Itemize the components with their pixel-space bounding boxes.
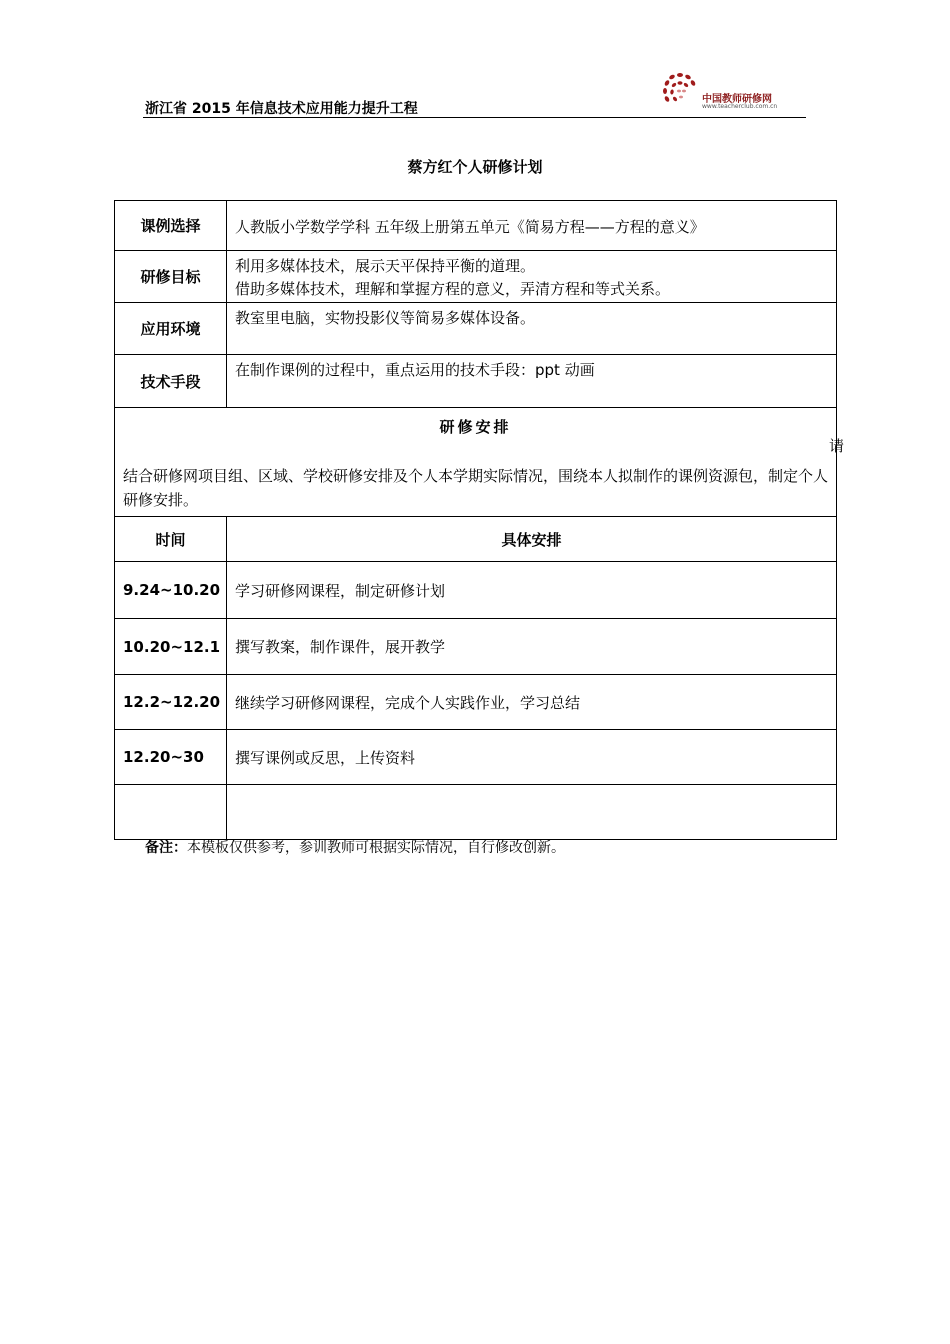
study-goal-line-1: 利用多媒体技术，展示天平保持平衡的道理。 xyxy=(235,257,536,275)
schedule-time: 10.20~12.1 xyxy=(115,619,227,675)
teacherclub-logo xyxy=(658,70,808,114)
case-choice-value: 人教版小学数学学科 五年级上册第五单元《简易方程——方程的意义》 xyxy=(227,201,837,251)
footnote-label: 备注： xyxy=(145,840,187,856)
schedule-plan xyxy=(227,785,837,840)
schedule-time xyxy=(115,785,227,840)
header-project-title: 浙江省 2015 年信息技术应用能力提升工程 xyxy=(145,101,418,117)
environment-value: 教室里电脑，实物投影仪等简易多媒体设备。 xyxy=(227,303,837,355)
schedule-plan: 继续学习研修网课程，完成个人实践作业，学习总结 xyxy=(227,675,837,730)
schedule-plan: 学习研修网课程，制定研修计划 xyxy=(227,562,837,619)
schedule-row xyxy=(115,730,837,785)
environment-label: 应用环境 xyxy=(115,303,227,355)
schedule-time: 9.24~10.20 xyxy=(115,562,227,619)
header-divider xyxy=(143,117,806,118)
footnote xyxy=(145,837,565,857)
col-time-header: 时间 xyxy=(115,517,227,562)
logo-url: www.teacherclub.com.cn xyxy=(702,103,778,110)
schedule-time: 12.2~12.20 xyxy=(115,675,227,730)
schedule-row-empty xyxy=(115,785,837,840)
schedule-plan: 撰写课例或反思，上传资料 xyxy=(227,730,837,785)
schedule-plan: 撰写教案，制作课件，展开教学 xyxy=(227,619,837,675)
col-plan-header: 具体安排 xyxy=(227,517,837,562)
schedule-row xyxy=(115,562,837,619)
info-row-environment xyxy=(115,303,837,355)
logo-flower-icon xyxy=(658,70,702,110)
study-goal-value xyxy=(227,251,837,303)
schedule-row xyxy=(115,619,837,675)
logo-brand-name: 中国教师研修网 xyxy=(702,94,772,105)
study-goal-line-2: 借助多媒体技术，理解和掌握方程的意义，弄清方程和等式关系。 xyxy=(235,280,671,298)
schedule-column-header-row xyxy=(115,517,837,562)
info-row-case xyxy=(115,201,837,251)
schedule-row xyxy=(115,675,837,730)
study-plan-table xyxy=(114,200,837,840)
footnote-text: 本模板仅供参考，参训教师可根据实际情况，自行修改创新。 xyxy=(187,840,565,856)
page-title: 蔡方红个人研修计划 xyxy=(407,158,543,176)
info-row-technique xyxy=(115,355,837,408)
schedule-heading-row xyxy=(115,408,837,517)
schedule-time: 12.20~30 xyxy=(115,730,227,785)
schedule-heading: 研修安排 xyxy=(439,418,512,436)
schedule-qing-char: 请 xyxy=(829,437,845,455)
schedule-intro: 结合研修网项目组、区域、学校研修安排及个人本学期实际情况，围绕本人拟制作的课例资源包，制定个人研修安排。 xyxy=(123,467,829,509)
case-choice-label: 课例选择 xyxy=(115,201,227,251)
technique-label: 技术手段 xyxy=(115,355,227,408)
info-row-goal xyxy=(115,251,837,303)
technique-value: 在制作课例的过程中，重点运用的技术手段：ppt 动画 xyxy=(227,355,837,408)
study-goal-label: 研修目标 xyxy=(115,251,227,303)
